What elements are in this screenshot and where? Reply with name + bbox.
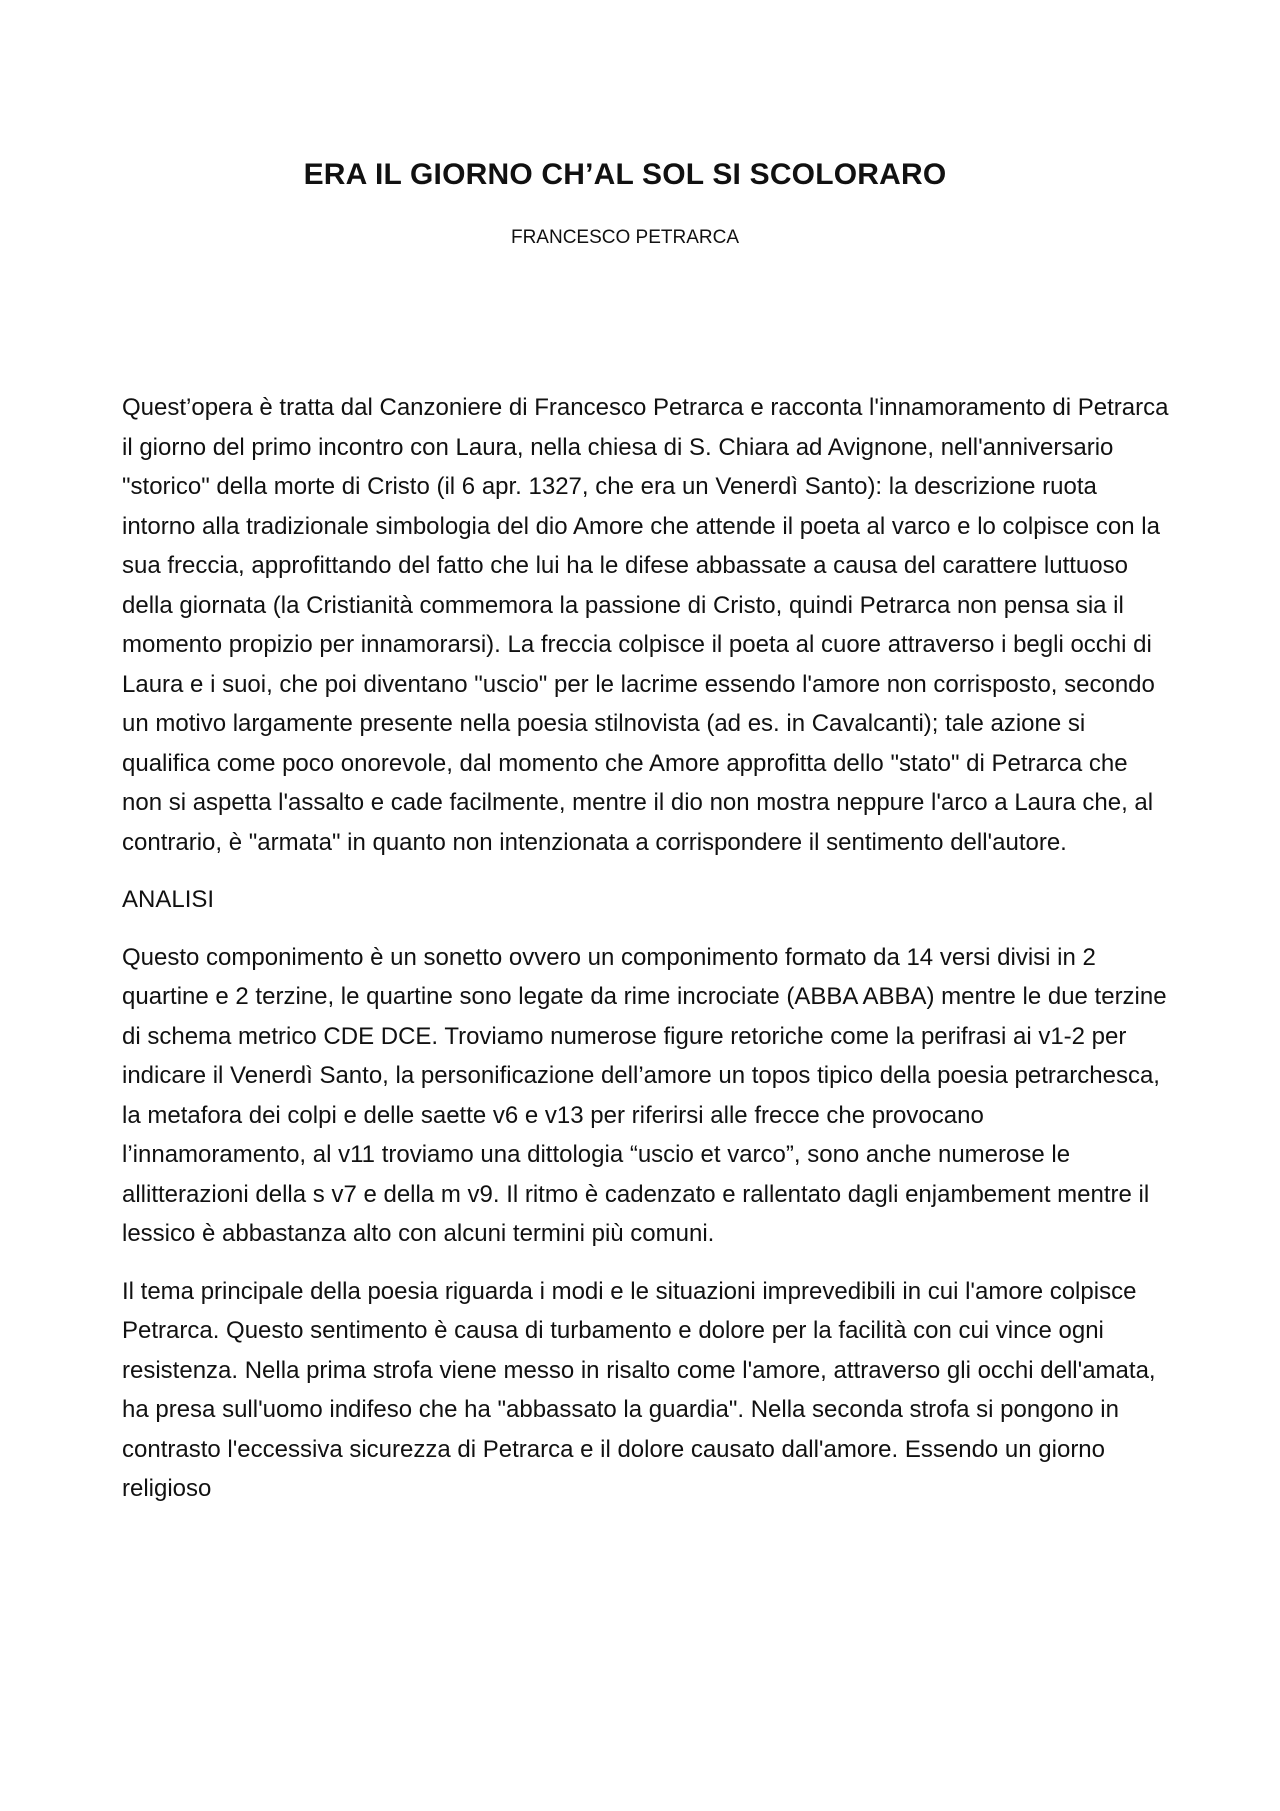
document-title: ERA IL GIORNO CH’AL SOL SI SCOLORARO [303,158,947,191]
intro-paragraph: Quest’opera è tratta dal Canzoniere di Francesco Petrarca e racconta l'innamoramento di Petrarca il giorno del primo incontro con Laura, nella chiesa di S. Chiara ad Avignone, nell'anniversario "storico" della morte di Cristo (il 6 apr. 1327, che era un Venerdì Santo): la descrizione ruota intorno alla tradizionale simbologia del dio Amore che attende il poeta al varco e lo colpisce con la sua freccia, approfittando del fatto che lui ha le difese abbassate a causa del carattere luttuoso della giornata (la Cristianità commemora la passione di Cristo, quindi Petrarca non pensa sia il momento propizio per innamorarsi). La freccia colpisce il poeta al cuore attraverso i begli occhi di Laura e i suoi, che poi diventano "uscio" per le lacrime essendo l'amore non corrisposto, secondo un motivo largamente presente nella poesia stilnovista (ad es. in Cavalcanti); tale azione si qualifica come poco onorevole, dal momento che Amore approfitta dello "stato" di Petrarca che non si aspetta l'assalto e cade facilmente, mentre il dio non mostra neppure l'arco a Laura che, al contrario, è "armata" in quanto non intenzionata a corrispondere il sentimento dell'autore. [122,394,1169,856]
document-author: FRANCESCO PETRARCA [510,227,740,248]
document-body [122,388,1172,1527]
theme-paragraph: Il tema principale della poesia riguarda i modi e le situazioni imprevedibili in cui l'amore colpisce Petrarca. Questo sentimento è causa di turbamento e dolore per la facilità con cui vince ogni resistenza. Nella prima strofa viene messo in risalto come l'amore, attraverso gli occhi dell'amata, ha presa sull'uomo indifeso che ha "abbassato la guardia". Nella seconda strofa si pongono in contrasto l'eccessiva sicurezza di Petrarca e il dolore causato dall'amore. Essendo un giorno religioso [122,1277,1156,1502]
section-heading-analisi: ANALISI [122,886,215,913]
analysis-paragraph: Questo componimento è un sonetto ovvero un componimento formato da 14 versi divisi in 2 quartine e 2 terzine, le quartine sono legate da rime incrociate (ABBA ABBA) mentre le due terzine di schema metrico CDE DCE. Troviamo numerose figure retoriche come la perifrasi ai v1-2 per indicare il Venerdì Santo, la personificazione dell’amore un topos tipico della poesia petrarchesca, la metafora dei colpi e delle saette v6 e v13 per riferirsi alle frecce che provocano l’innamoramento, al v11 troviamo una dittologia “uscio et varco”, sono anche numerose le allitterazioni della s v7 e della m v9. Il ritmo è cadenzato e rallentato dagli enjambement mentre il lessico è abbastanza alto con alcuni termini più comuni. [122,943,1167,1247]
